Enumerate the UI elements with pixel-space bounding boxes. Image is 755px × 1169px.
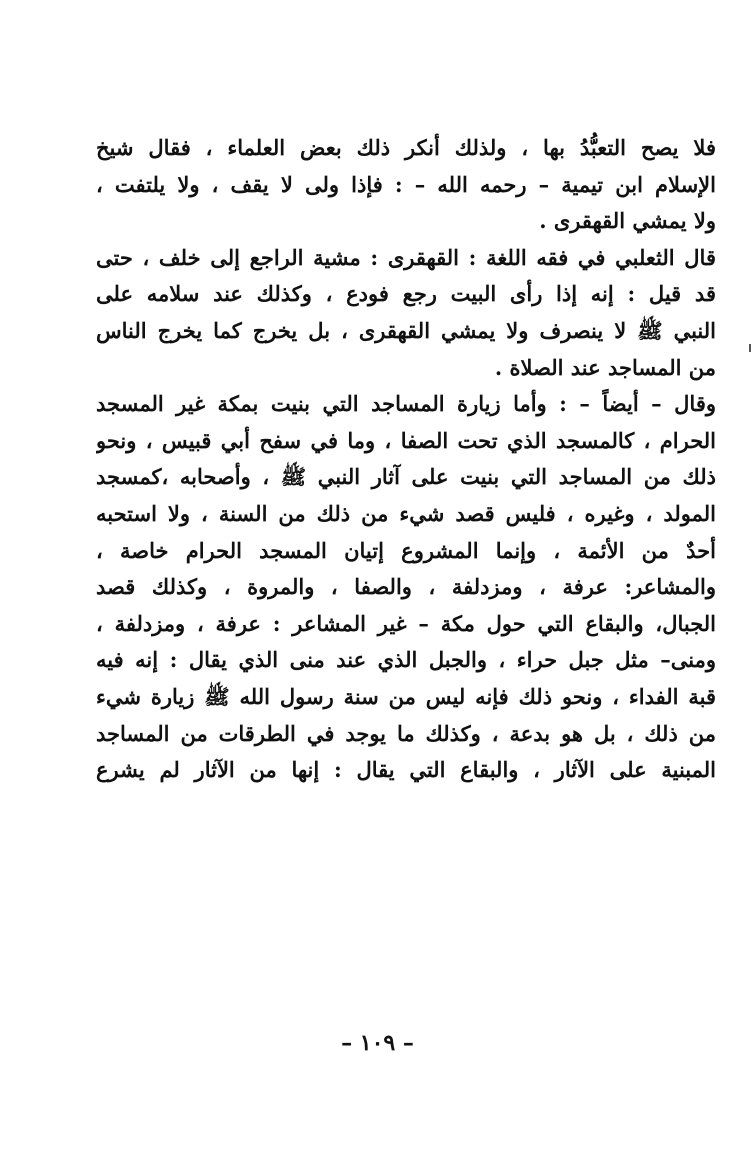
page-number: – ١٠٩ –: [341, 1030, 414, 1056]
text-line: الحرام ، كالمسجد الذي تحت الصفا ، وما في سفح أبي قبيس ، ونحو: [96, 427, 716, 453]
body-text: [96, 130, 716, 789]
text-line: والمشاعر: عرفة ، ومزدلفة ، والصفا ، والمروة ، وكذلك قصد: [96, 574, 716, 600]
text-line: قال الثعلبي في فقه اللغة : القهقرى : مشية الراجع إلى خلف ، حتى: [96, 244, 716, 270]
text-line: الإسلام ابن تيمية – رحمه الله – : فإذا ولى لا يقف ، ولا يلتفت ،: [96, 171, 716, 197]
text-line: ومنى– مثل جبل حراء ، والجبل الذي عند منى الذي يقال : إنه فيه: [96, 647, 716, 673]
text-line: ذلك من المساجد التي بنيت على آثار النبي ﷺ ، وأصحابه ،كمسجد: [96, 464, 716, 490]
text-line: من ذلك ، بل هو بدعة ، وكذلك ما يوجد في الطرقات من المساجد: [96, 720, 716, 746]
text-line: الجبال، والبقاع التي حول مكة – غير المشاعر : عرفة ، ومزدلفة ،: [96, 610, 716, 636]
text-line: فلا يصح التعبُّدُ بها ، ولذلك أنكر ذلك بعض العلماء ، فقال شيخ: [96, 135, 716, 160]
text-line: ولا يمشي القهقرى .: [539, 208, 716, 234]
text-line: وقال – أيضاً – : وأما زيارة المساجد التي بنيت بمكة غير المسجد: [96, 391, 716, 417]
text-line: قبة الفداء ، ونحو ذلك فإنه ليس من سنة رسول الله ﷺ زيارة شيء: [96, 683, 716, 709]
text-line: من المساجد عند الصلاة .: [494, 354, 716, 380]
text-line: المبنية على الآثار ، والبقاع التي يقال : إنها من الآثار لم يشرع: [96, 757, 716, 783]
text-line: أحدٌ من الأئمة ، وإنما المشروع إتيان المسجد الحرام خاصة ،: [96, 537, 716, 563]
text-line: النبي ﷺ لا ينصرف ولا يمشي القهقرى ، بل يخرج كما يخرج الناس: [96, 317, 716, 343]
text-line: قد قيل : إنه إذا رأى البيت رجع فودع ، وكذلك عند سلامه على: [96, 281, 716, 307]
scan-edge-mark: [749, 344, 751, 352]
text-line: المولد ، وغيره ، فليس قصد شيء من ذلك من السنة ، ولا استحبه: [96, 500, 716, 526]
